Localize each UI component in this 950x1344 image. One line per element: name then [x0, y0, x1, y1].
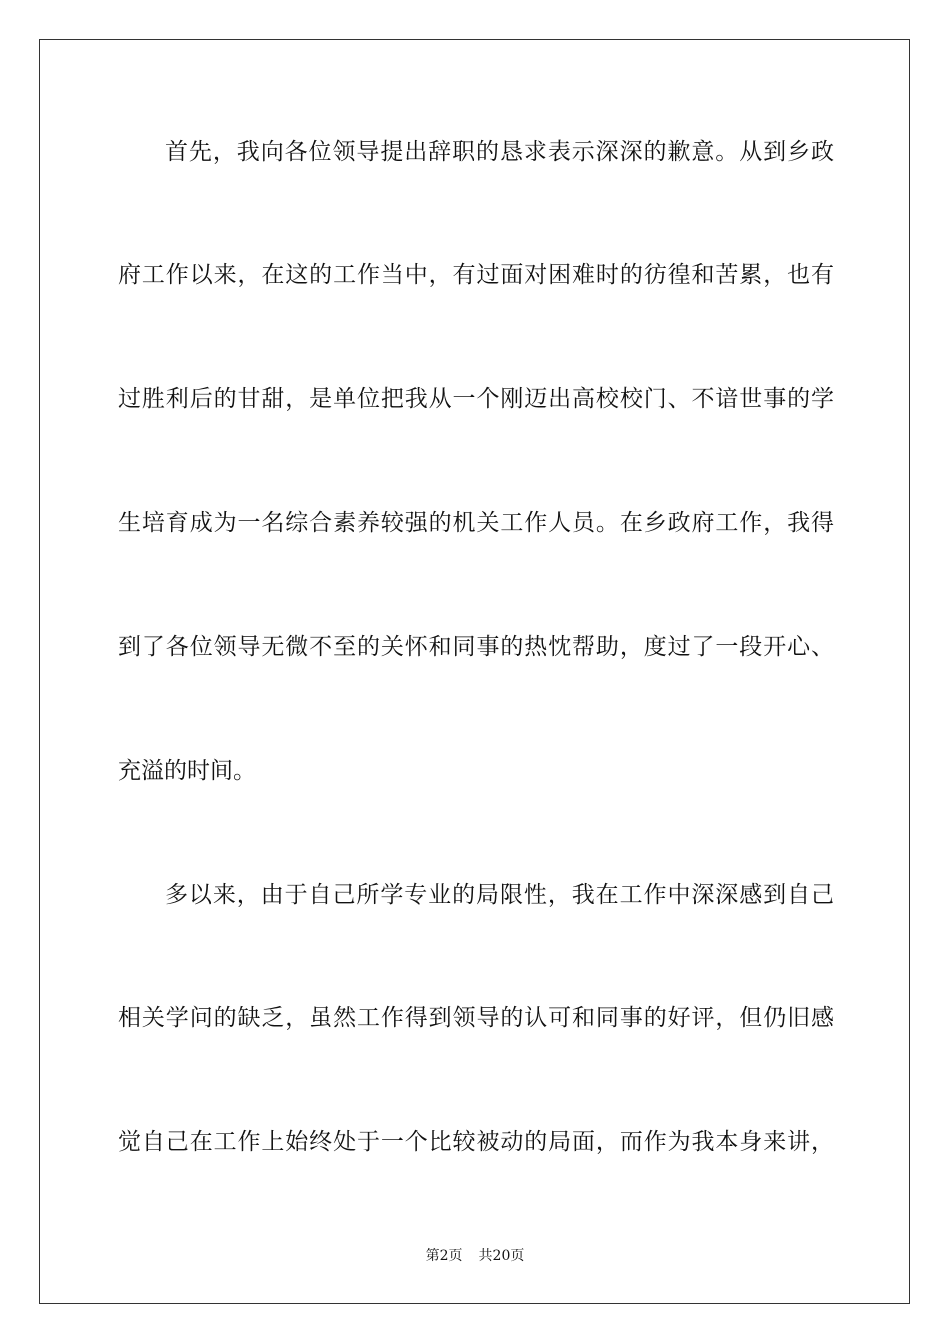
page-border [39, 39, 910, 1304]
paragraph-2-line-1: 多以来，由于自己所学专业的局限性，我在工作中深深感到自己 [165, 882, 834, 908]
paragraph-1-line-6: 充溢的时间。 [118, 758, 256, 784]
paragraph-1-line-4: 生培育成为一名综合素养较强的机关工作人员。在乡政府工作，我得 [118, 510, 834, 536]
paragraph-1-line-1: 首先，我向各位领导提出辞职的恳求表示深深的歉意。从到乡政 [165, 139, 834, 165]
page-number: 第2页 [425, 1248, 463, 1264]
paragraph-2-line-2: 相关学问的缺乏，虽然工作得到领导的认可和同事的好评，但仍旧感 [118, 1005, 834, 1031]
page-footer [0, 1246, 950, 1266]
paragraph-2-line-3: 觉自己在工作上始终处于一个比较被动的局面，而作为我本身来讲， [118, 1129, 834, 1155]
paragraph-1-line-5: 到了各位领导无微不至的关怀和同事的热忱帮助，度过了一段开心、 [118, 634, 834, 660]
paragraph-1-line-2: 府工作以来，在这的工作当中，有过面对困难时的彷徨和苦累，也有 [118, 262, 834, 288]
page-total: 共20页 [478, 1248, 525, 1264]
paragraph-1-line-3: 过胜利后的甘甜，是单位把我从一个刚迈出高校校门、不谙世事的学 [118, 386, 834, 412]
